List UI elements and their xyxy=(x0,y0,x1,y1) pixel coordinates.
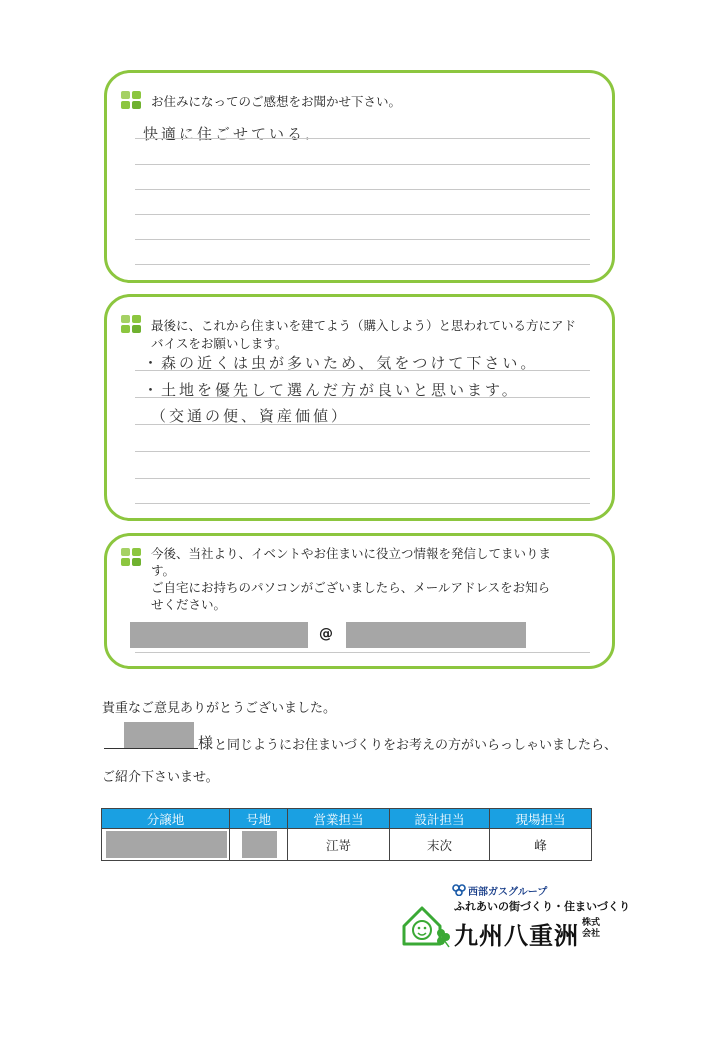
staff-table-header-row xyxy=(102,809,592,829)
name-underline xyxy=(104,748,198,749)
header-subdivision: 分譲地 xyxy=(102,809,230,829)
advice-answer-line-2: ・土地を優先して選んだ方が良いと思います。 xyxy=(143,381,520,399)
impression-box xyxy=(104,70,615,283)
subdivision-cell xyxy=(102,829,230,861)
impression-answer-line-1: 快適に住ごせている． xyxy=(143,125,324,143)
company-tagline: ふれあいの街づくり・住まいづくり xyxy=(454,900,630,913)
introduce-message: ご紹介下さいませ。 xyxy=(102,770,219,785)
email-box xyxy=(104,533,615,669)
answer-rule xyxy=(135,239,590,240)
advice-answer-line-3: （交通の便、資産価値） xyxy=(151,407,350,425)
sama-suffix: 様 xyxy=(198,734,214,752)
company-name: 九州八重洲 xyxy=(454,922,579,950)
sales-staff-value: 江嵜 xyxy=(288,829,390,861)
answer-rule xyxy=(135,189,590,190)
answer-rule xyxy=(135,370,590,371)
site-staff-value: 峰 xyxy=(490,829,592,861)
email-text-line-4: せください。 xyxy=(151,597,227,612)
seibu-gas-mark-icon xyxy=(452,884,466,896)
email-text-line-2: す。 xyxy=(151,563,176,578)
house-mascot-icon xyxy=(400,902,452,948)
thanks-message: 貴重なご意見ありがとうございました。 xyxy=(102,701,337,716)
header-design-staff: 設計担当 xyxy=(390,809,490,829)
square-bullet-icon xyxy=(121,91,143,109)
answer-rule xyxy=(135,478,590,479)
answer-rule xyxy=(135,397,590,398)
referral-message: と同じようにお住まいづくりをお考えの方がいらっしゃいましたら、 xyxy=(214,738,618,753)
answer-rule xyxy=(135,164,590,165)
header-lot-number: 号地 xyxy=(230,809,288,829)
header-sales-staff: 営業担当 xyxy=(288,809,390,829)
at-sign: @ xyxy=(319,626,333,642)
customer-name-redacted xyxy=(124,722,194,748)
company-logo xyxy=(400,880,630,950)
impression-question: お住みになってのご感想をお聞かせ下さい。 xyxy=(151,94,402,109)
answer-rule xyxy=(135,214,590,215)
answer-rule xyxy=(135,424,590,425)
subdivision-redacted xyxy=(106,831,227,858)
square-bullet-icon xyxy=(121,548,143,566)
answer-rule xyxy=(135,451,590,452)
answer-rule xyxy=(135,503,590,504)
email-text-line-1: 今後、当社より、イベントやお住まいに役立つ情報を発信してまいりま xyxy=(151,546,552,561)
answer-rule xyxy=(135,138,590,139)
answer-rule xyxy=(135,264,590,265)
advice-question-line-2: バイスをお願いします。 xyxy=(151,336,288,351)
staff-table-row xyxy=(102,829,592,861)
email-domain-redacted xyxy=(346,622,526,648)
square-bullet-icon xyxy=(121,315,143,333)
answer-rule xyxy=(135,652,590,653)
advice-answer-line-1: ・森の近くは虫が多いため、気をつけて下さい。 xyxy=(143,354,539,372)
design-staff-value: 末次 xyxy=(390,829,490,861)
email-local-part-redacted xyxy=(130,622,308,648)
lot-number-cell xyxy=(230,829,288,861)
email-text-line-3: ご自宅にお持ちのパソコンがございましたら、メールアドレスをお知ら xyxy=(151,580,551,595)
header-site-staff: 現場担当 xyxy=(490,809,592,829)
staff-table xyxy=(101,808,592,861)
lot-number-redacted xyxy=(242,831,277,858)
company-suffix-top: 株式 xyxy=(582,918,601,928)
company-suffix-bottom: 会社 xyxy=(582,929,601,939)
group-name: 西部ガスグループ xyxy=(468,887,548,898)
advice-question-line-1: 最後に、これから住まいを建てよう（購入しよう）と思われている方にアド xyxy=(151,318,577,333)
advice-box xyxy=(104,294,615,521)
